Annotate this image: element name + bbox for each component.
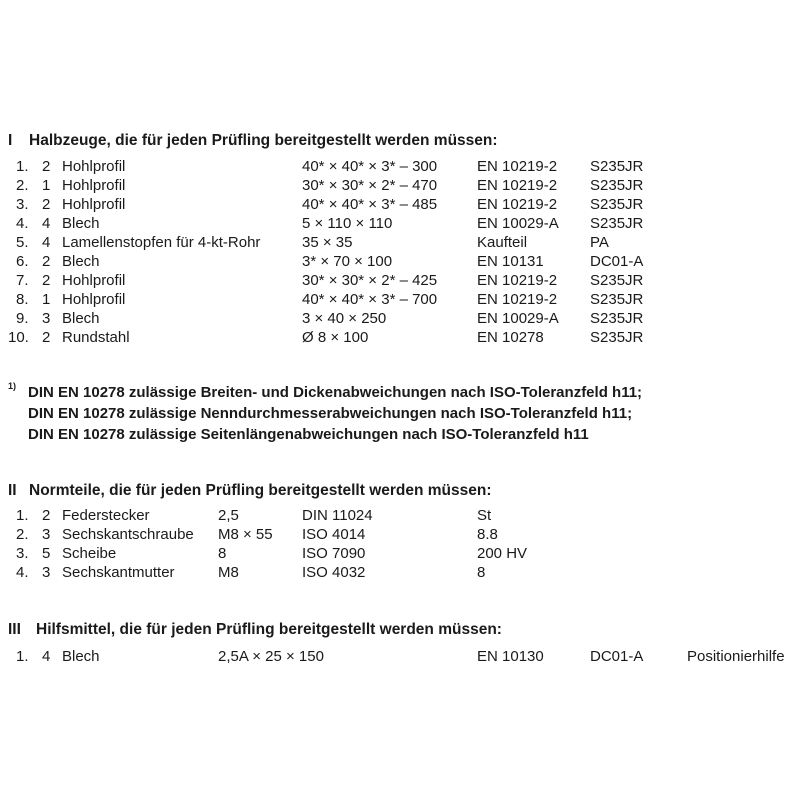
row-material: 200 HV (477, 545, 528, 562)
row-number: 10. (8, 329, 29, 346)
row-name: Hohlprofil (62, 196, 126, 213)
row-norm: EN 10130 (477, 648, 544, 665)
row-norm: ISO 4032 (302, 564, 366, 581)
row-number: 6. (16, 253, 29, 270)
row-name: Hohlprofil (62, 291, 126, 308)
section3-heading: Hilfsmittel, die für jeden Prüfling bereitgestellt werden müssen: (36, 621, 502, 638)
section3-numeral: III (8, 621, 21, 638)
row-name: Blech (62, 648, 100, 665)
row-material: S235JR (590, 196, 644, 213)
row-norm: EN 10219-2 (477, 158, 558, 175)
row-number: 4. (16, 215, 29, 232)
row-name: Sechskantmutter (62, 564, 175, 581)
row-material: S235JR (590, 329, 644, 346)
row-quantity: 3 (42, 526, 51, 543)
row-quantity: 4 (42, 234, 51, 251)
section2-heading: Normteile, die für jeden Prüfling bereitgestellt werden müssen: (29, 482, 492, 499)
section1-numeral: I (8, 132, 13, 149)
row-norm: DIN 11024 (302, 507, 373, 524)
section2-numeral: II (8, 482, 17, 499)
row-number: 2. (16, 177, 29, 194)
row-dimension: M8 (218, 564, 239, 581)
row-dimension: M8 × 55 (218, 526, 273, 543)
row-number: 5. (16, 234, 29, 251)
row-number: 2. (16, 526, 29, 543)
row-material: S235JR (590, 215, 644, 232)
row-dimension: 8 (218, 545, 227, 562)
footnote-marker: 1) (8, 381, 17, 391)
row-number: 9. (16, 310, 29, 327)
row-name: Blech (62, 215, 100, 232)
row-quantity: 1 (42, 291, 51, 308)
row-quantity: 2 (42, 253, 51, 270)
row-number: 8. (16, 291, 29, 308)
row-norm: EN 10219-2 (477, 177, 558, 194)
row-quantity: 2 (42, 507, 51, 524)
row-material: S235JR (590, 272, 644, 289)
row-quantity: 2 (42, 329, 51, 346)
row-dimension: 2,5A × 25 × 150 (218, 648, 324, 665)
row-number: 4. (16, 564, 29, 581)
row-dimension: 3 × 40 × 250 (302, 310, 387, 327)
row-quantity: 1 (42, 177, 51, 194)
row-number: 3. (16, 196, 29, 213)
row-name: Federstecker (62, 507, 150, 524)
row-norm: ISO 7090 (302, 545, 366, 562)
row-dimension: 40* × 40* × 3* – 300 (302, 158, 438, 175)
row-material: S235JR (590, 177, 644, 194)
row-name: Rundstahl (62, 329, 130, 346)
row-dimension: 30* × 30* × 2* – 425 (302, 272, 438, 289)
row-number: 1. (16, 507, 29, 524)
row-dimension: 40* × 40* × 3* – 485 (302, 196, 438, 213)
row-name: Lamellenstopfen für 4-kt-Rohr (62, 234, 261, 251)
row-name: Sechskantschraube (62, 526, 194, 543)
row-note: Positionierhilfe (687, 648, 785, 665)
row-quantity: 3 (42, 310, 51, 327)
row-norm: EN 10278 (477, 329, 544, 346)
row-number: 7. (16, 272, 29, 289)
row-quantity: 3 (42, 564, 51, 581)
row-material: S235JR (590, 158, 644, 175)
row-name: Hohlprofil (62, 158, 126, 175)
row-number: 1. (16, 648, 29, 665)
row-norm: EN 10029-A (477, 310, 559, 327)
row-dimension: 30* × 30* × 2* – 470 (302, 177, 438, 194)
row-name: Blech (62, 310, 100, 327)
row-norm: EN 10219-2 (477, 196, 558, 213)
row-dimension: 40* × 40* × 3* – 700 (302, 291, 438, 308)
row-norm: EN 10219-2 (477, 291, 558, 308)
row-quantity: 5 (42, 545, 51, 562)
row-quantity: 2 (42, 272, 51, 289)
row-material: 8 (477, 564, 486, 581)
row-quantity: 4 (42, 648, 51, 665)
row-material: DC01-A (590, 253, 644, 270)
row-quantity: 4 (42, 215, 51, 232)
row-name: Hohlprofil (62, 272, 126, 289)
row-norm: EN 10219-2 (477, 272, 558, 289)
row-material: St (477, 507, 492, 524)
footnote-line: DIN EN 10278 zulässige Breiten- und Dickenabweichungen nach ISO-Toleranzfeld h11; (28, 384, 643, 401)
row-norm: EN 10131 (477, 253, 544, 270)
row-material: DC01-A (590, 648, 644, 665)
row-number: 3. (16, 545, 29, 562)
row-number: 1. (16, 158, 29, 175)
row-norm: Kaufteil (477, 234, 528, 251)
row-name: Scheibe (62, 545, 117, 562)
row-quantity: 2 (42, 196, 51, 213)
row-norm: EN 10029-A (477, 215, 559, 232)
row-material: S235JR (590, 310, 644, 327)
footnote-line: DIN EN 10278 zulässige Nenndurchmesserabweichungen nach ISO-Toleranzfeld h11; (28, 405, 633, 422)
row-material: 8.8 (477, 526, 498, 543)
row-material: PA (590, 234, 609, 251)
row-name: Hohlprofil (62, 177, 126, 194)
row-norm: ISO 4014 (302, 526, 366, 543)
row-quantity: 2 (42, 158, 51, 175)
row-dimension: 5 × 110 × 110 (302, 215, 393, 232)
footnote-line: DIN EN 10278 zulässige Seitenlängenabweichungen nach ISO-Toleranzfeld h11 (28, 426, 589, 443)
row-name: Blech (62, 253, 100, 270)
row-dimension: Ø 8 × 100 (302, 329, 369, 346)
row-dimension: 3* × 70 × 100 (302, 253, 393, 270)
row-dimension: 2,5 (218, 507, 239, 524)
row-dimension: 35 × 35 (302, 234, 353, 251)
section1-heading: Halbzeuge, die für jeden Prüfling bereitgestellt werden müssen: (29, 132, 498, 149)
row-material: S235JR (590, 291, 644, 308)
